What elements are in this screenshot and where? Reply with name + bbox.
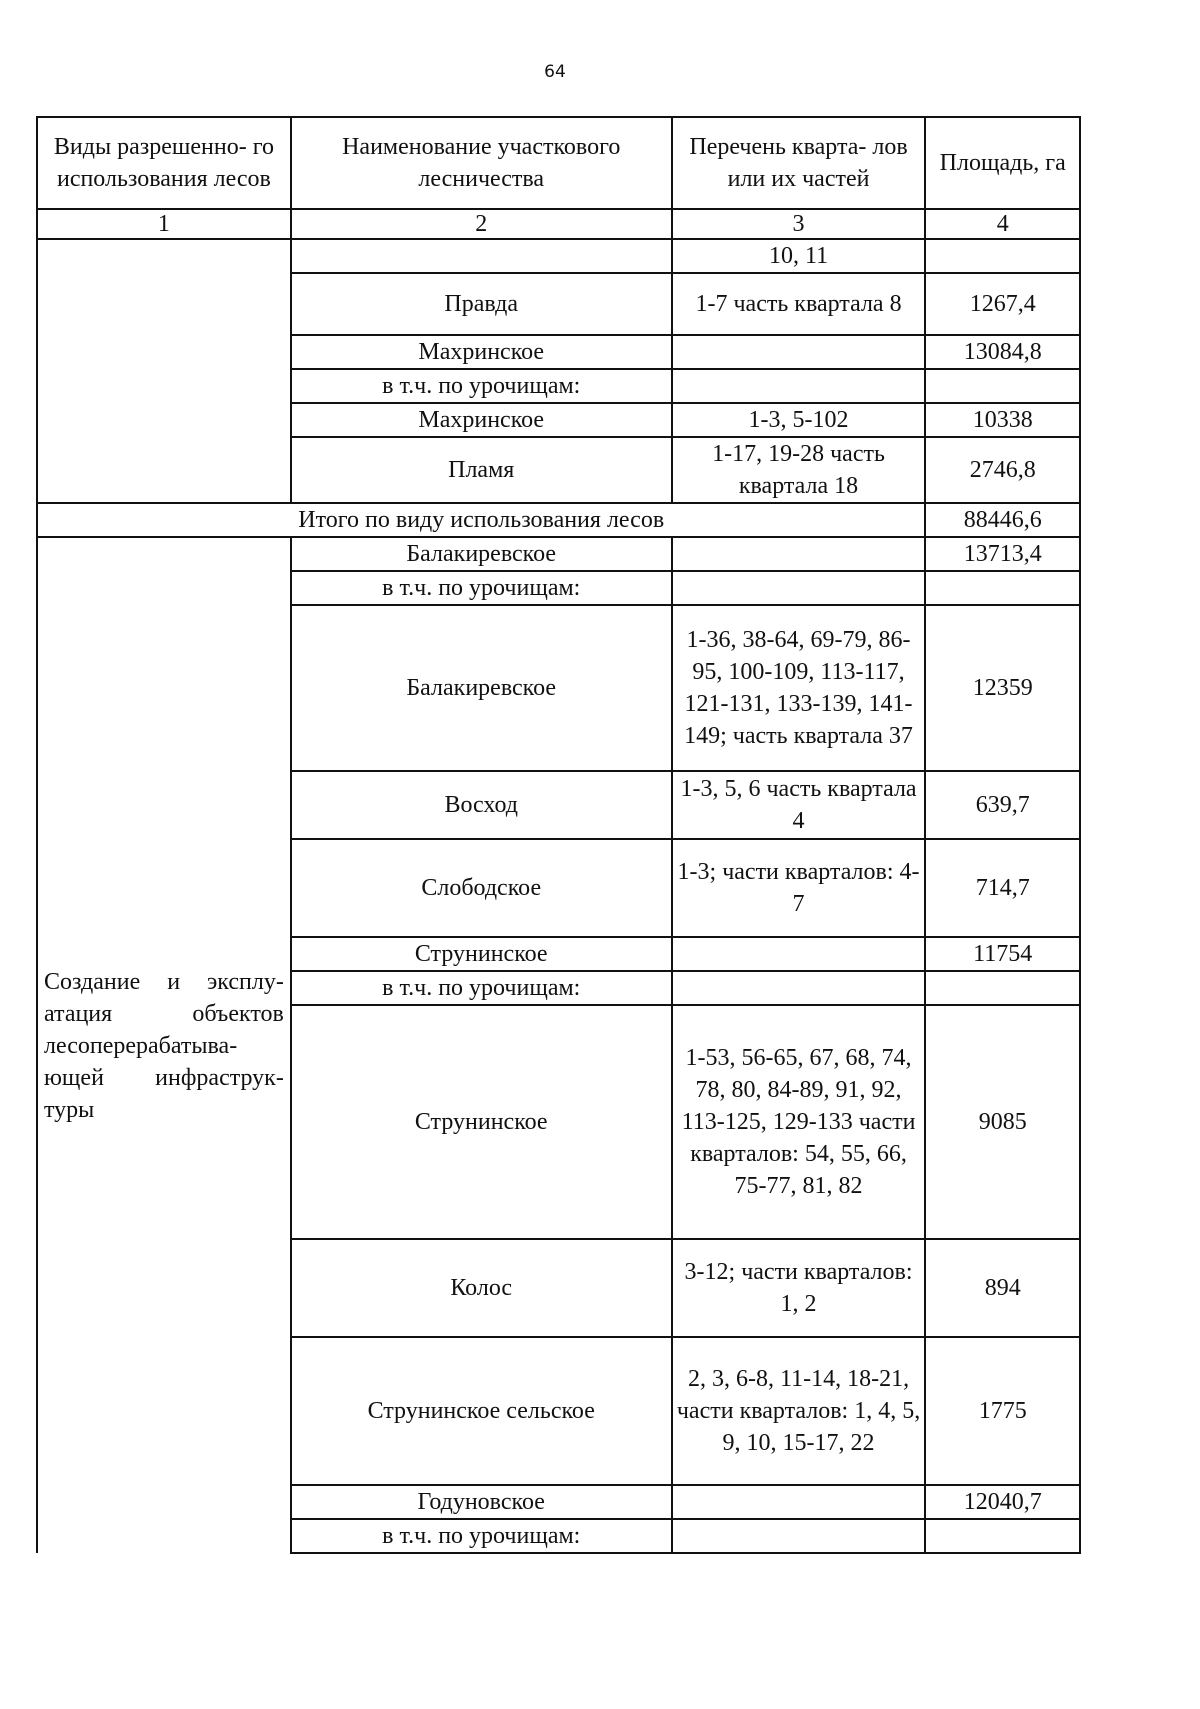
forestry-name: Правда <box>291 273 672 335</box>
column-number: 2 <box>291 209 672 239</box>
quarters-cell: 1-3; части кварталов: 4-7 <box>672 839 926 937</box>
forestry-name <box>291 239 672 273</box>
quarters-cell <box>672 1519 926 1553</box>
kind-cell: Создание и эксплу- атация объектов лесоперерабатыва- ющей инфраструк- туры <box>37 537 291 1553</box>
area-cell: 9085 <box>925 1005 1080 1239</box>
area-cell: 894 <box>925 1239 1080 1337</box>
area-cell: 639,7 <box>925 771 1080 839</box>
area-cell <box>925 571 1080 605</box>
quarters-cell <box>672 971 926 1005</box>
quarters-cell: 10, 11 <box>672 239 926 273</box>
forestry-name: Струнинское <box>291 1005 672 1239</box>
forest-use-table <box>36 116 1081 1554</box>
forestry-name: Колос <box>291 1239 672 1337</box>
table-row <box>37 537 1080 571</box>
table-header-row <box>37 117 1080 209</box>
area-cell <box>925 971 1080 1005</box>
forestry-name: Восход <box>291 771 672 839</box>
forestry-name: Пламя <box>291 437 672 503</box>
total-area: 88446,6 <box>925 503 1080 537</box>
forestry-name: в т.ч. по урочищам: <box>291 369 672 403</box>
forestry-name: Слободское <box>291 839 672 937</box>
total-label: Итого по виду использования лесов <box>37 503 925 537</box>
area-cell: 12040,7 <box>925 1485 1080 1519</box>
forestry-name: Балакиревское <box>291 605 672 771</box>
forestry-name: в т.ч. по урочищам: <box>291 571 672 605</box>
header-area: Площадь, га <box>925 117 1080 209</box>
area-cell: 13084,8 <box>925 335 1080 369</box>
quarters-cell <box>672 571 926 605</box>
header-kind: Виды разрешенно- го использования лесов <box>37 117 291 209</box>
quarters-cell: 2, 3, 6-8, 11-14, 18-21, части кварталов: 1, 4, 5, 9, 10, 15-17, 22 <box>672 1337 926 1485</box>
total-row <box>37 503 1080 537</box>
forestry-name: в т.ч. по урочищам: <box>291 1519 672 1553</box>
area-cell: 12359 <box>925 605 1080 771</box>
area-cell: 11754 <box>925 937 1080 971</box>
quarters-cell: 1-3, 5-102 <box>672 403 926 437</box>
forestry-name: Махринское <box>291 403 672 437</box>
quarters-cell: 1-53, 56-65, 67, 68, 74, 78, 80, 84-89, 91, 92, 113-125, 129-133 части кварталов: 54, 55, 66, 75-77, 81, 82 <box>672 1005 926 1239</box>
area-cell: 714,7 <box>925 839 1080 937</box>
quarters-cell: 1-7 часть квартала 8 <box>672 273 926 335</box>
forestry-name: Струнинское сельское <box>291 1337 672 1485</box>
quarters-cell: 1-3, 5, 6 часть квартала 4 <box>672 771 926 839</box>
column-number: 4 <box>925 209 1080 239</box>
forestry-name: Струнинское <box>291 937 672 971</box>
area-cell: 13713,4 <box>925 537 1080 571</box>
header-forestry: Наименование участкового лесничества <box>291 117 672 209</box>
area-cell: 1775 <box>925 1337 1080 1485</box>
column-number-row <box>37 209 1080 239</box>
quarters-cell: 3-12; части кварталов: 1, 2 <box>672 1239 926 1337</box>
area-cell <box>925 369 1080 403</box>
area-cell: 2746,8 <box>925 437 1080 503</box>
quarters-cell: 1-17, 19-28 часть квартала 18 <box>672 437 926 503</box>
quarters-cell <box>672 537 926 571</box>
area-cell <box>925 239 1080 273</box>
quarters-cell <box>672 335 926 369</box>
forestry-name: Годуновское <box>291 1485 672 1519</box>
quarters-cell <box>672 937 926 971</box>
quarters-cell: 1-36, 38-64, 69-79, 86-95, 100-109, 113-117, 121-131, 133-139, 141-149; часть квартала 37 <box>672 605 926 771</box>
kind-cell-empty <box>37 239 291 503</box>
table-row <box>37 239 1080 273</box>
forestry-name: в т.ч. по урочищам: <box>291 971 672 1005</box>
header-quarters: Перечень кварта- лов или их частей <box>672 117 926 209</box>
area-cell: 10338 <box>925 403 1080 437</box>
forestry-name: Махринское <box>291 335 672 369</box>
area-cell <box>925 1519 1080 1553</box>
quarters-cell <box>672 1485 926 1519</box>
column-number: 3 <box>672 209 926 239</box>
column-number: 1 <box>37 209 291 239</box>
forestry-name: Балакиревское <box>291 537 672 571</box>
area-cell: 1267,4 <box>925 273 1080 335</box>
quarters-cell <box>672 369 926 403</box>
page-number: 64 <box>544 62 566 82</box>
